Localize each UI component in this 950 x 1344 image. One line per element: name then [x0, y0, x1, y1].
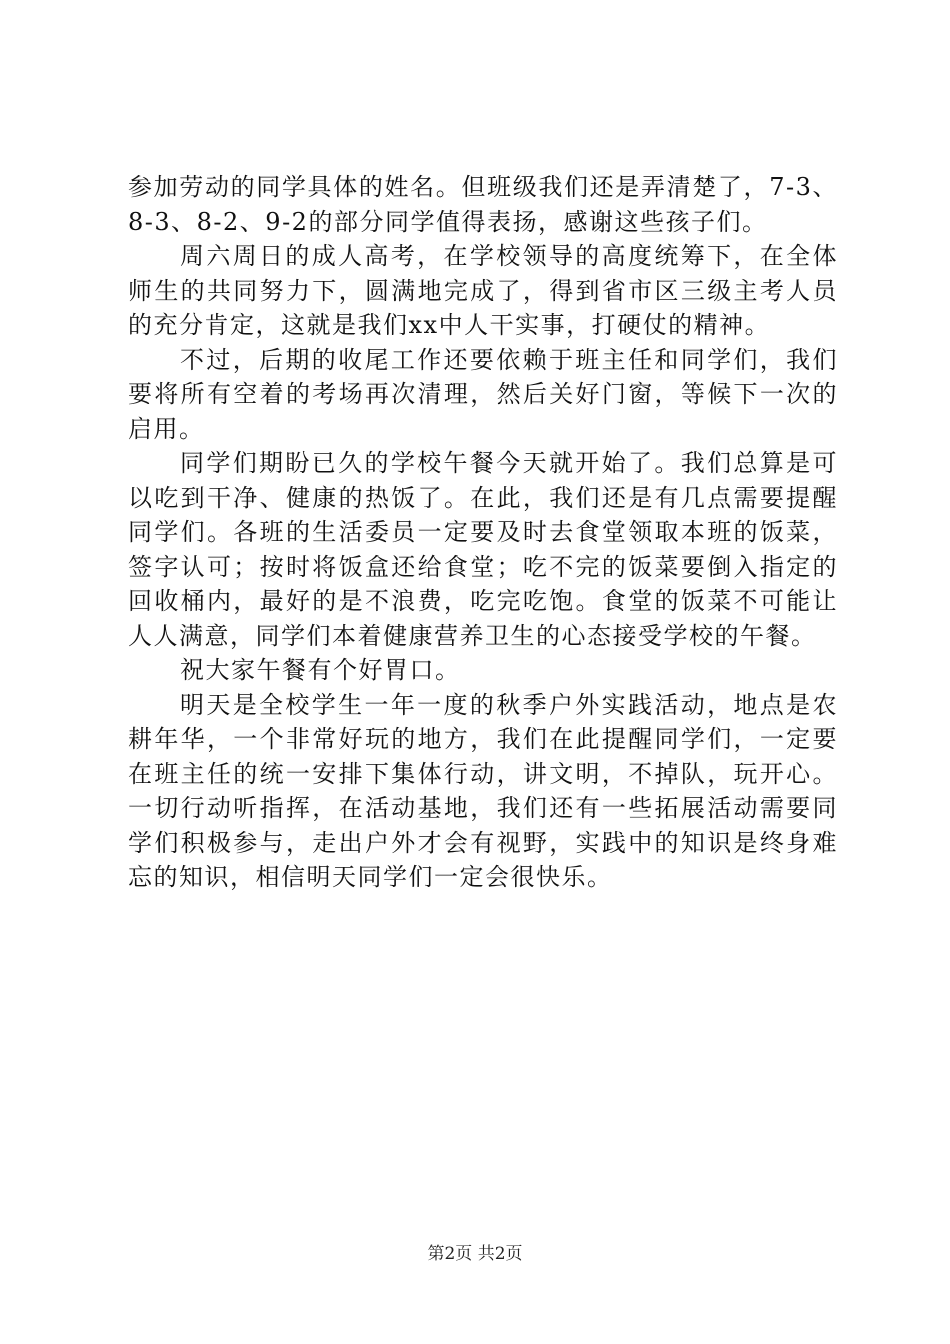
- document-body: [128, 170, 838, 895]
- page-footer: 第2页 共2页: [427, 1244, 523, 1264]
- paragraph-adult-exam: 周六周日的成人高考，在学校领导的高度统筹下，在全体师生的共同努力下，圆满地完成了，得到省市区三级主考人员的充分肯定，这就是我们xx中人干实事，打硬仗的精神。: [128, 242, 838, 339]
- paragraph-lunch-wish: 祝大家午餐有个好胃口。: [180, 656, 461, 684]
- paragraph-continuation: 参加劳动的同学具体的姓名。但班级我们还是弄清楚了，7-3、8-3、8-2、9-2的部分同学值得表扬，感谢这些孩子们。: [128, 173, 838, 236]
- paragraph-school-lunch: 同学们期盼已久的学校午餐今天就开始了。我们总算是可以吃到干净、健康的热饭了。在此，我们还是有几点需要提醒同学们。各班的生活委员一定要及时去食堂领取本班的饭菜，签字认可；按时将饭盒还给食堂；吃不完的饭菜要倒入指定的回收桶内，最好的是不浪费，吃完吃饱。食堂的饭菜不可能让人人满意，同学们本着健康营养卫生的心态接受学校的午餐。: [128, 449, 838, 650]
- paragraph-cleanup: 不过，后期的收尾工作还要依赖于班主任和同学们，我们要将所有空着的考场再次清理，然后关好门窗，等候下一次的启用。: [128, 345, 838, 443]
- paragraph-outdoor-activity: 明天是全校学生一年一度的秋季户外实践活动，地点是农耕年华，一个非常好玩的地方，我们在此提醒同学们，一定要在班主任的统一安排下集体行动，讲文明，不掉队，玩开心。一切行动听指挥，在活动基地，我们还有一些拓展活动需要同学们积极参与，走出户外才会有视野，实践中的知识是终身难忘的知识，相信明天同学们一定会很快乐。: [128, 690, 838, 891]
